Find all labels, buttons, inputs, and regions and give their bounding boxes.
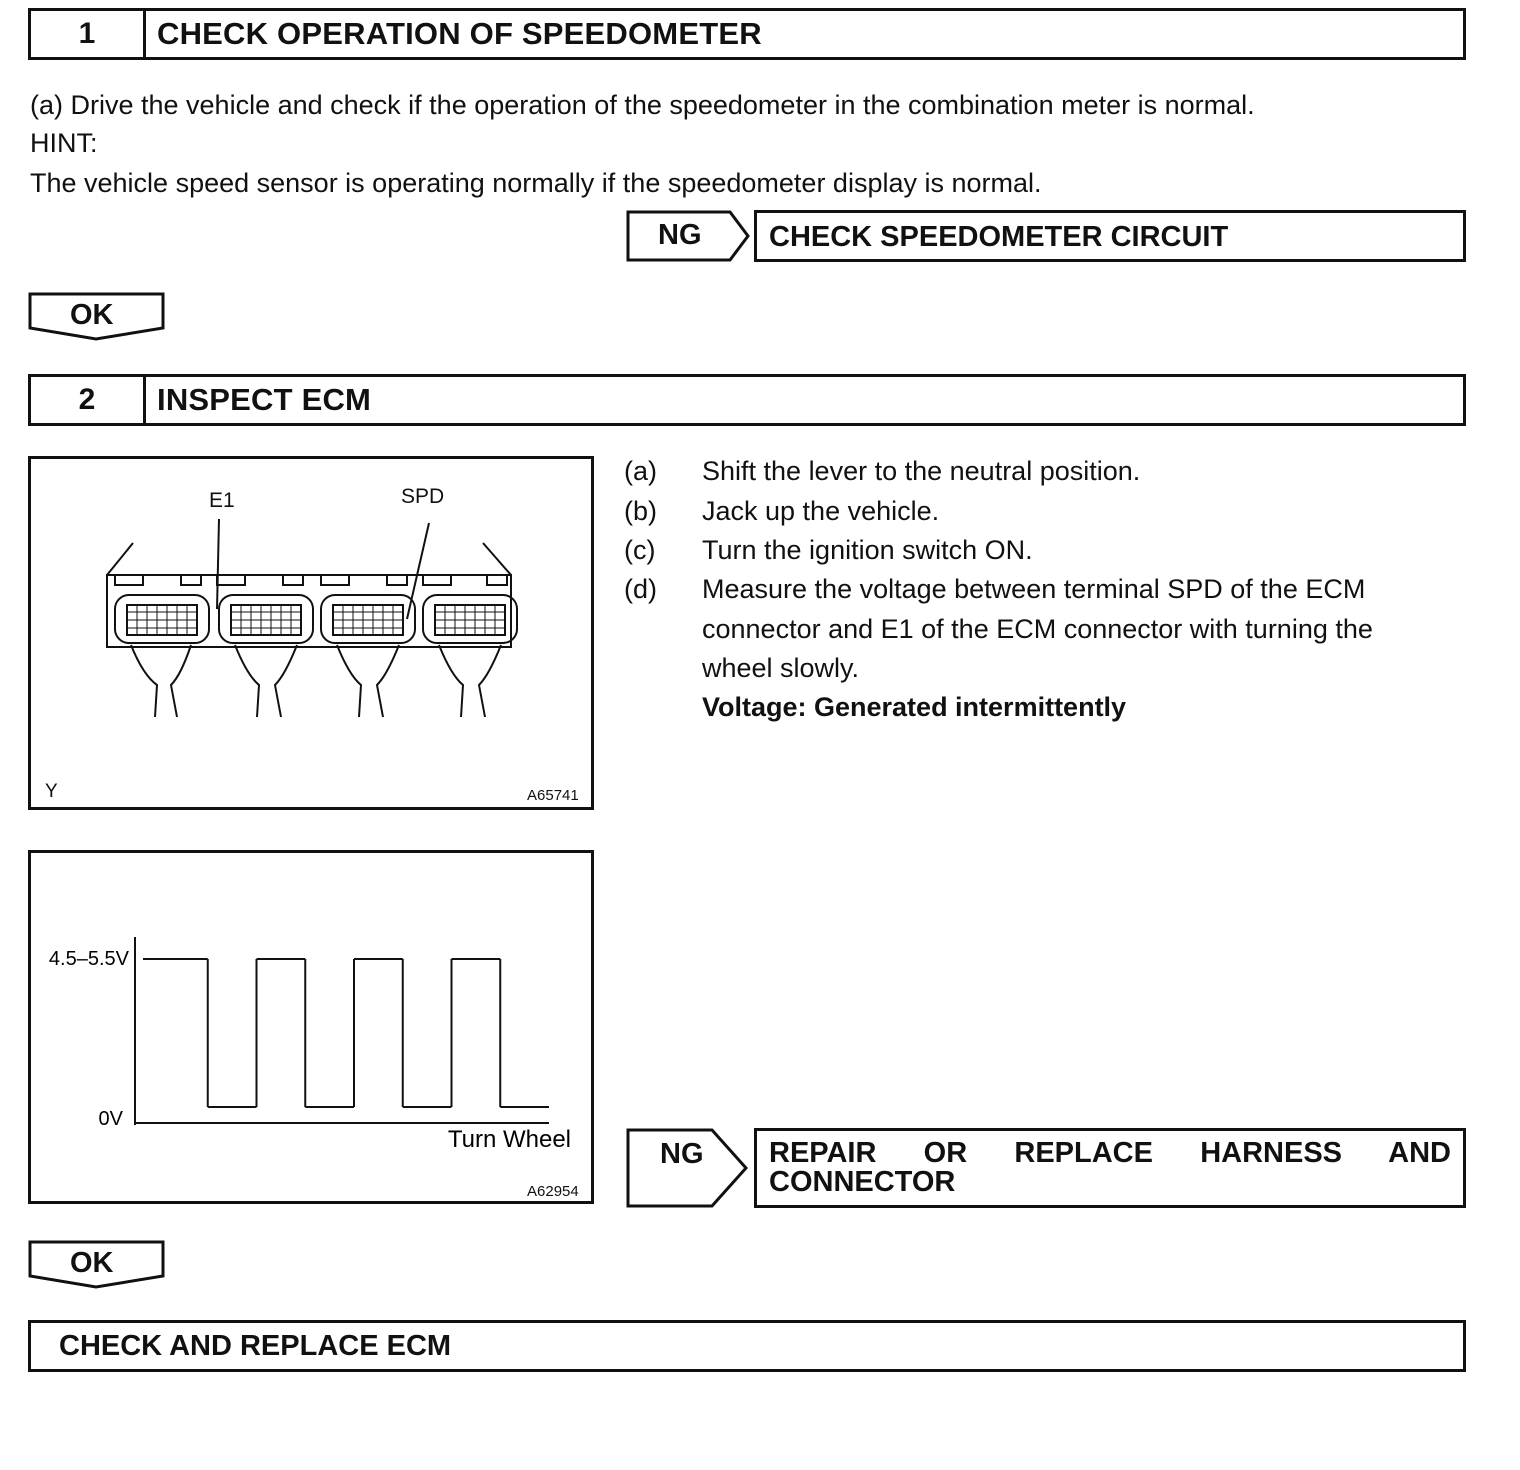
- x-axis-label: Turn Wheel: [447, 1126, 571, 1153]
- step1-hint-text: The vehicle speed sensor is operating normally if the speedometer display is normal.: [30, 168, 1042, 198]
- step1-header: [28, 8, 1466, 60]
- step2-item-d-line3: wheel slowly.: [702, 653, 860, 683]
- step2-header: [28, 374, 1466, 426]
- final-action-box: [28, 1320, 1466, 1372]
- step2-item-b-text: Jack up the vehicle.: [702, 496, 940, 526]
- step1-ok-tag: [28, 292, 166, 342]
- step2-ok-label: OK: [70, 1247, 114, 1279]
- step1-ng-result: [754, 210, 1466, 262]
- step2-ng-action-line2: CONNECTOR: [769, 1166, 956, 1198]
- step2-title: INSPECT ECM: [157, 382, 372, 417]
- ecm-connector-drawing: [31, 459, 591, 807]
- step2-number: 2: [31, 377, 146, 423]
- step1-title: CHECK OPERATION OF SPEEDOMETER: [157, 16, 762, 51]
- figure1-label-e1: E1: [209, 489, 235, 512]
- step2-item-d-text: Measure the voltage between terminal SPD of the ECM: [702, 574, 1366, 604]
- step2-spec: Voltage: Generated intermittently: [702, 692, 1127, 722]
- step2-item-c: [624, 531, 1474, 570]
- step2-ng-action-line1: REPAIR OR REPLACE HARNESS AND: [769, 1137, 1451, 1169]
- step1-ng-label: NG: [658, 219, 702, 251]
- step2-ng-result: [754, 1128, 1466, 1208]
- step2-item-d-line2: connector and E1 of the ECM connector with turning the: [702, 614, 1373, 644]
- step2-item-d: [624, 570, 1474, 730]
- step1-ng-action: CHECK SPEEDOMETER CIRCUIT: [769, 221, 1229, 253]
- ecm-connector-figure: [28, 456, 594, 810]
- ytick-high: 4.5–5.5V: [48, 948, 129, 970]
- step2-item-b-letter: (b): [624, 496, 657, 526]
- figure1-corner-letter: Y: [45, 781, 58, 802]
- step1-instruction-a: (a) Drive the vehicle and check if the operation of the speedometer in the combination meter is normal.: [30, 90, 1255, 120]
- figure1-label-spd: SPD: [401, 485, 445, 508]
- ytick-low: 0V: [98, 1108, 123, 1130]
- figure2-code: A62954: [527, 1183, 579, 1200]
- figure1-code: A65741: [527, 787, 579, 804]
- step1-hint-label: HINT:: [30, 128, 98, 158]
- waveform-chart: [31, 853, 591, 1201]
- step2-ok-tag: [28, 1240, 166, 1290]
- step1-number: 1: [31, 11, 146, 57]
- step1-ng-arrow: [626, 210, 752, 262]
- step2-item-a: [624, 452, 1474, 491]
- final-action-title: CHECK AND REPLACE ECM: [59, 1329, 452, 1362]
- step2-item-a-letter: (a): [624, 456, 657, 486]
- step2-item-c-text: Turn the ignition switch ON.: [702, 535, 1033, 565]
- step2-item-c-letter: (c): [624, 535, 656, 565]
- waveform-figure: [28, 850, 594, 1204]
- step2-item-a-text: Shift the lever to the neutral position.: [702, 456, 1141, 486]
- step1-ok-label: OK: [70, 299, 114, 331]
- step2-item-b: [624, 492, 1474, 531]
- step2-ng-label: NG: [660, 1138, 704, 1170]
- step2-ng-arrow: [626, 1128, 752, 1208]
- step2-item-d-letter: (d): [624, 574, 657, 604]
